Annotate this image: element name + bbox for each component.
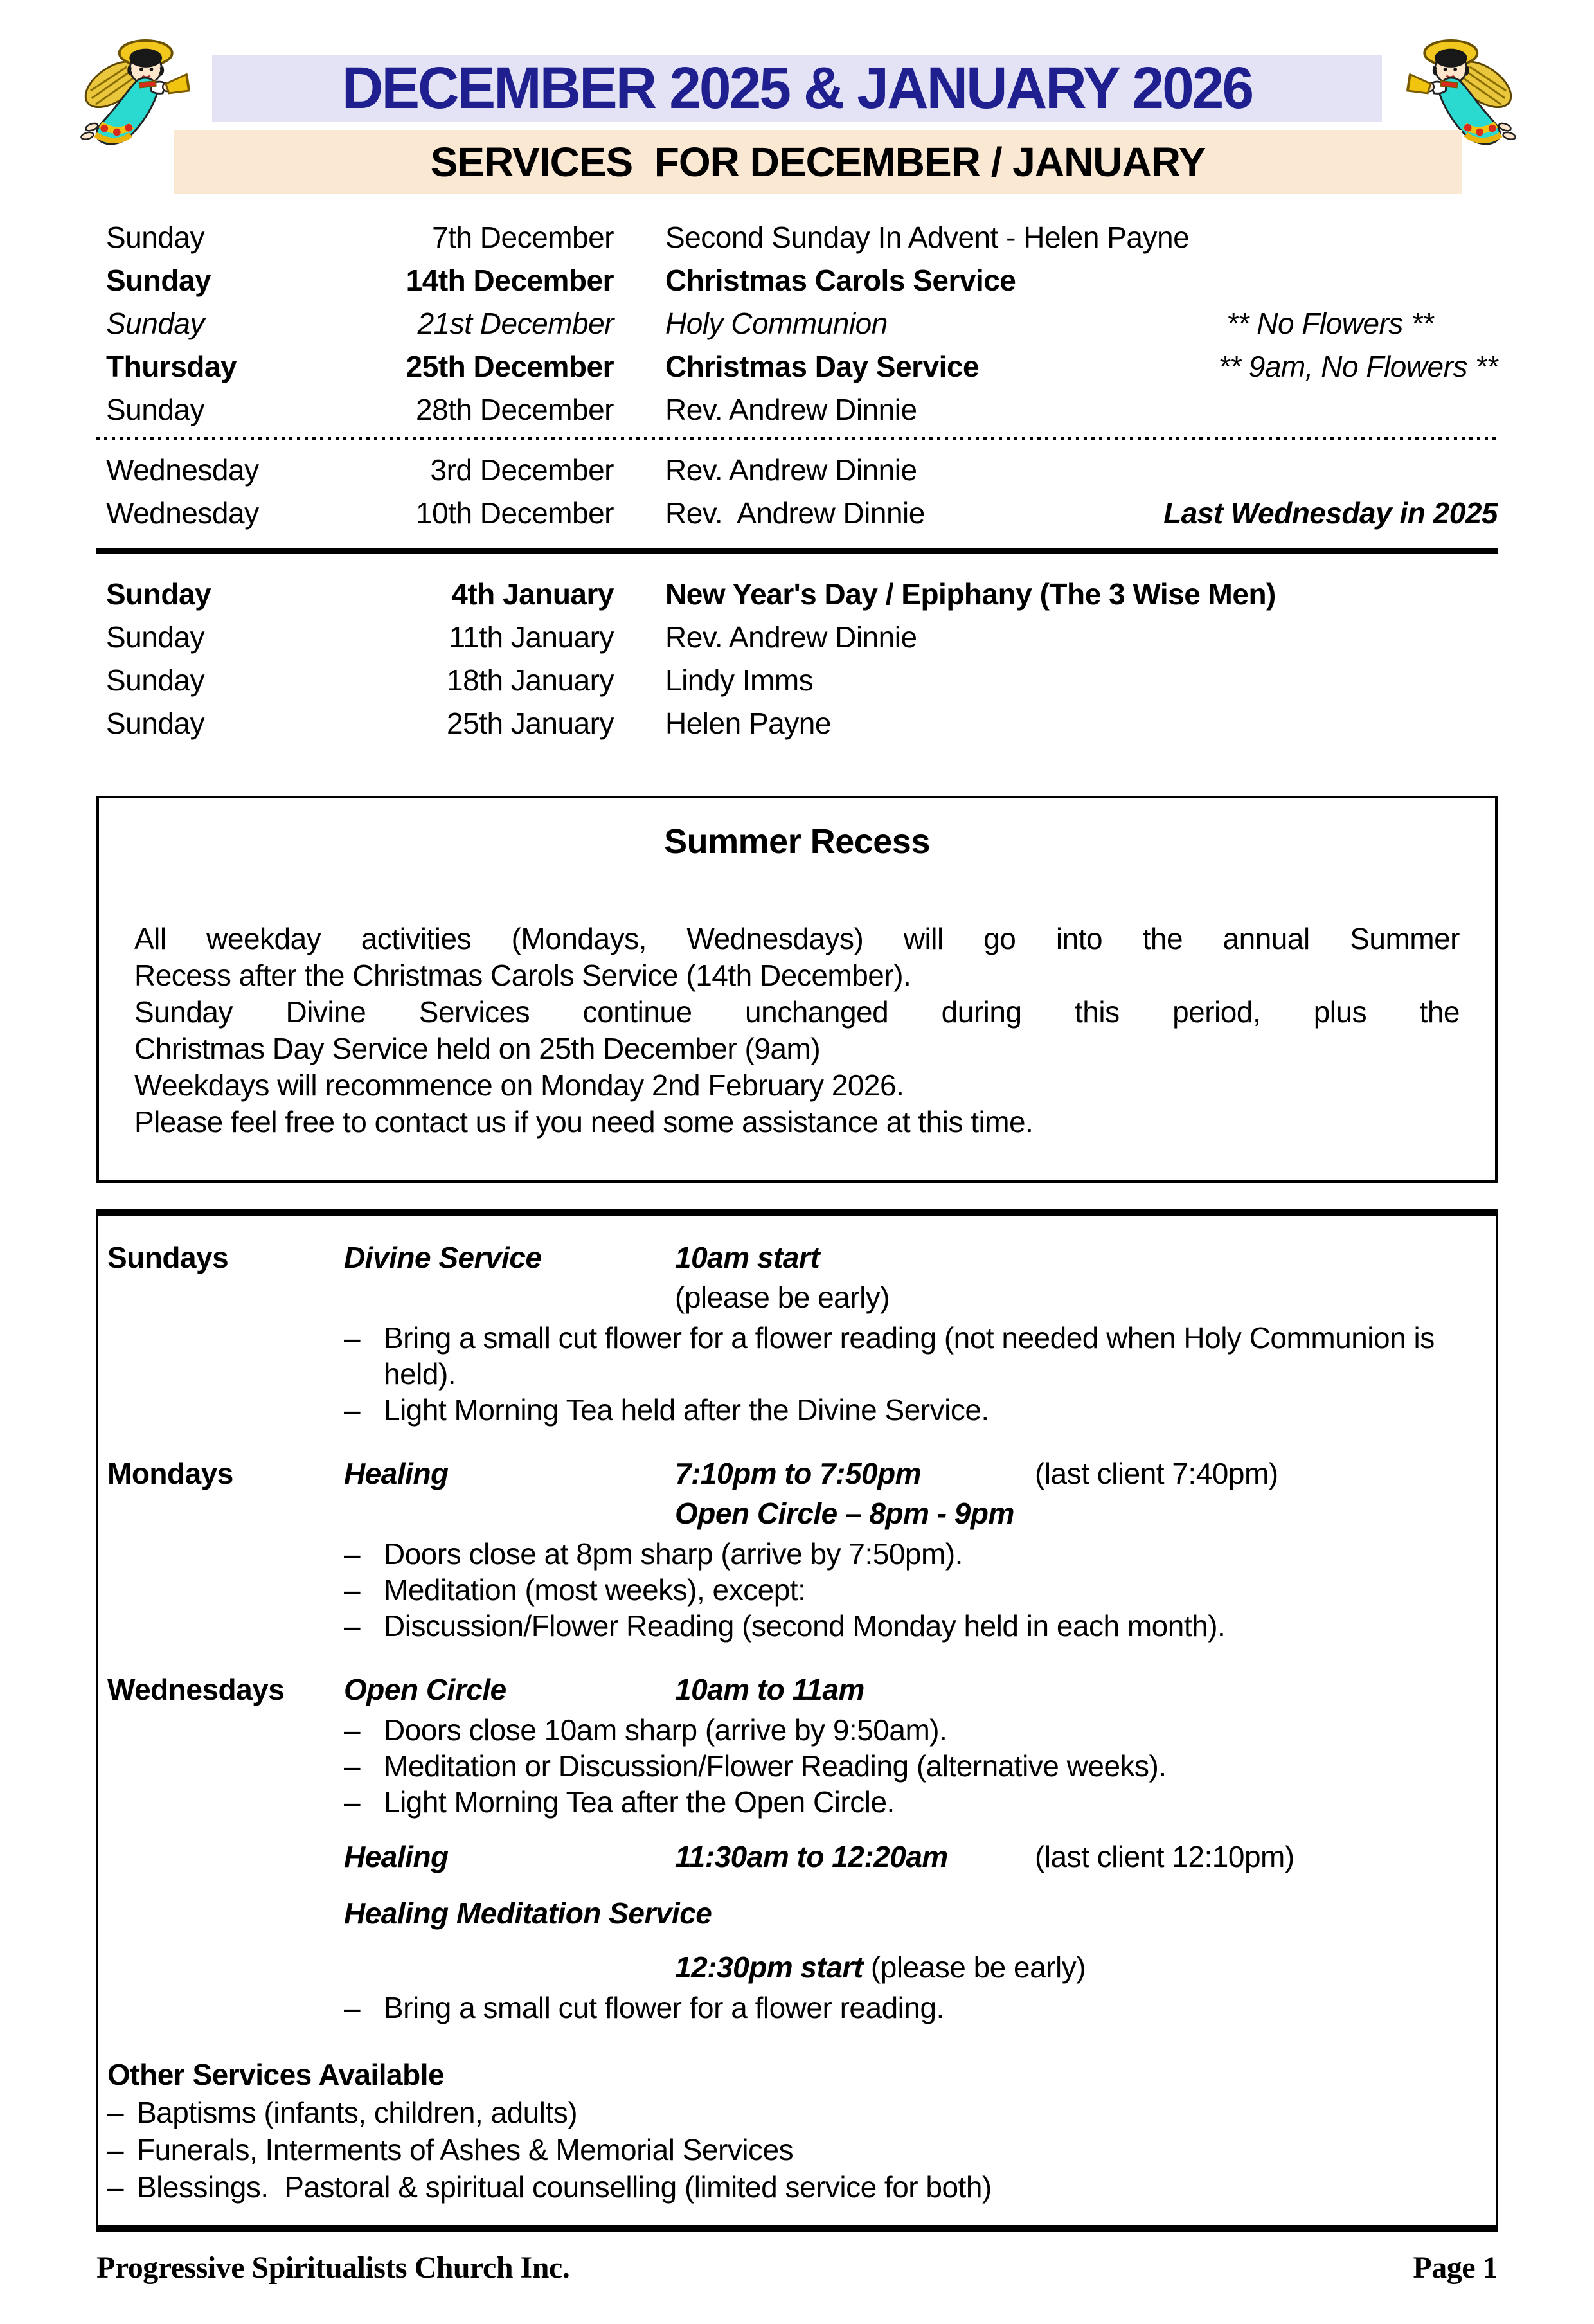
page-footer [96, 2250, 1498, 2285]
date-cell: 25th December [406, 349, 614, 383]
recess-line: Christmas Day Service held on 25th December (9am) [134, 1032, 821, 1065]
no-flowers-note: ** No Flowers ** [1226, 306, 1433, 340]
desc-cell: Rev. Andrew Dinnie [665, 453, 917, 487]
meditation-start-time: 12:30pm start [675, 1950, 863, 1984]
wednesday-healing-time: 11:30am to 12:20am [675, 1840, 948, 1873]
recess-line: Please feel free to contact us if you need some assistance at this time. [134, 1105, 1034, 1139]
title-banner [212, 55, 1382, 122]
list-item: – Light Morning Tea held after the Divine Service. [344, 1393, 989, 1427]
day-cell: Thursday [106, 349, 237, 383]
day-cell: Sunday [106, 306, 205, 340]
service-row [96, 388, 1498, 431]
list-item: – Light Morning Tea after the Open Circle. [344, 1785, 895, 1819]
summer-recess-title: Summer Recess [664, 822, 930, 861]
wednesdays-group [107, 1670, 1487, 2026]
mondays-time: 7:10pm to 7:50pm [675, 1457, 922, 1490]
service-row [96, 572, 1498, 615]
day-cell: Sunday [106, 706, 205, 740]
list-item: – Meditation or Discussion/Flower Reading (alternative weeks). [344, 1749, 1167, 1783]
wednesdays-label: Wednesdays [107, 1673, 285, 1706]
dash-glyph: – [344, 1321, 361, 1355]
dash-glyph: – [344, 1785, 361, 1819]
organisation-name: Progressive Spiritualists Church Inc. [96, 2251, 570, 2285]
list-item: – Bring a small cut flower for a flower reading (not needed when Holy Communion is held). [344, 1321, 1442, 1391]
date-cell: 3rd December [430, 453, 614, 487]
desc-cell: Rev. Andrew Dinnie [665, 496, 925, 530]
list-item: – Discussion/Flower Reading (second Monday held in each month). [344, 1609, 1226, 1643]
list-item: – Bring a small cut flower for a flower reading. [344, 1991, 944, 2024]
desc-cell: New Year's Day / Epiphany (The 3 Wise Men) [665, 577, 1276, 611]
other-services-section [107, 2055, 1487, 2206]
day-cell: Wednesday [106, 496, 259, 530]
desc-cell: Christmas Day Service [665, 349, 980, 383]
date-cell: 11th January [449, 620, 614, 654]
recess-line: Weekdays will recommence on Monday 2nd February 2026. [134, 1068, 904, 1102]
weekly-schedule-box [96, 1209, 1498, 2232]
mondays-label: Mondays [107, 1457, 233, 1490]
service-row [96, 215, 1498, 258]
page-subtitle: SERVICES FOR DECEMBER / JANUARY [430, 139, 1206, 185]
service-row [96, 258, 1498, 302]
desc-cell: Christmas Carols Service [665, 263, 1016, 297]
desc-cell: Lindy Imms [665, 663, 814, 697]
service-row [96, 701, 1498, 744]
service-row [96, 658, 1498, 701]
dash-glyph: – [344, 1713, 361, 1747]
healing-meditation-title: Healing Meditation Service [344, 1896, 712, 1930]
dash-glyph: – [344, 1749, 361, 1783]
date-cell: 28th December [416, 392, 614, 426]
page-number: Page 1 [1413, 2251, 1498, 2285]
list-item: – Meditation (most weeks), except: [344, 1573, 806, 1607]
summer-recess-box [96, 796, 1498, 1183]
dotted-divider [96, 437, 1498, 440]
dash-glyph: – [107, 2133, 124, 2166]
day-cell: Sunday [106, 620, 205, 654]
mondays-open-circle: Open Circle – 8pm - 9pm [675, 1497, 1014, 1530]
dash-glyph: – [344, 1991, 361, 2024]
list-item: – Doors close 10am sharp (arrive by 9:50am). [344, 1713, 947, 1747]
day-cell: Wednesday [106, 453, 259, 487]
date-cell: 14th December [406, 263, 614, 297]
mondays-service-name: Healing [344, 1457, 449, 1490]
day-cell: Sunday [106, 577, 211, 611]
list-item: – Baptisms (infants, children, adults) [107, 2094, 1487, 2131]
dash-glyph: – [344, 1537, 361, 1571]
date-cell: 25th January [447, 706, 614, 740]
service-row [96, 302, 1498, 345]
dash-glyph: – [344, 1573, 361, 1607]
solid-divider [96, 548, 1498, 554]
desc-cell: Second Sunday In Advent - Helen Payne [665, 220, 1190, 254]
list-item: – Blessings. Pastoral & spiritual counselling (limited service for both) [107, 2168, 1487, 2206]
service-row [96, 448, 1498, 491]
day-cell: Sunday [106, 263, 211, 297]
page-title: DECEMBER 2025 & JANUARY 2026 [341, 55, 1253, 121]
angel-icon-left [59, 33, 191, 148]
last-wednesday-note: Last Wednesday in 2025 [1163, 496, 1498, 530]
dash-glyph: – [344, 1393, 361, 1427]
other-services-title: Other Services Available [107, 2058, 445, 2091]
mondays-group [107, 1454, 1487, 1644]
date-cell: 4th January [451, 577, 614, 611]
sundays-group [107, 1238, 1487, 1428]
desc-cell: Helen Payne [665, 706, 831, 740]
sundays-service-name: Divine Service [344, 1241, 542, 1274]
day-cell: Sunday [106, 220, 205, 254]
day-cell: Sunday [106, 392, 205, 426]
desc-cell: Holy Communion [665, 306, 888, 340]
list-item: – Funerals, Interments of Ashes & Memorial Services [107, 2131, 1487, 2168]
time-flowers-note: ** 9am, No Flowers ** [1218, 349, 1498, 383]
date-cell: 21st December [417, 306, 614, 340]
date-cell: 7th December [432, 220, 614, 254]
sundays-note: (please be early) [675, 1281, 890, 1314]
list-item: – Doors close at 8pm sharp (arrive by 7:50pm). [344, 1537, 963, 1571]
date-cell: 10th December [416, 496, 614, 530]
recess-line: All weekday activities (Mondays, Wednesdays) will go into the annual Summer [134, 922, 1460, 955]
dash-glyph: – [107, 2096, 124, 2129]
sundays-label: Sundays [107, 1241, 229, 1274]
wednesdays-time: 10am to 11am [675, 1673, 864, 1706]
services-table [96, 215, 1498, 744]
service-row [96, 345, 1498, 388]
service-row [96, 615, 1498, 658]
mondays-note: (last client 7:40pm) [1035, 1457, 1278, 1490]
sundays-time: 10am start [675, 1241, 820, 1274]
dash-glyph: – [107, 2170, 124, 2204]
summer-recess-body [134, 921, 1460, 1140]
dash-glyph: – [344, 1609, 361, 1643]
recess-line: Recess after the Christmas Carols Service (14th December). [134, 959, 911, 992]
recess-line: Sunday Divine Services continue unchanged during this period, plus the [134, 995, 1460, 1029]
page-header [0, 0, 1594, 196]
wednesday-healing-note: (last client 12:10pm) [1035, 1840, 1294, 1873]
day-cell: Sunday [106, 663, 205, 697]
date-cell: 18th January [447, 663, 614, 697]
desc-cell: Rev. Andrew Dinnie [665, 620, 917, 654]
wednesdays-service-name: Open Circle [344, 1673, 506, 1706]
subtitle-banner [174, 130, 1462, 194]
service-row [96, 491, 1498, 534]
meditation-note: (please be early) [870, 1950, 1086, 1984]
desc-cell: Rev. Andrew Dinnie [665, 392, 917, 426]
page-content [96, 215, 1498, 2232]
wednesday-healing-name: Healing [344, 1840, 449, 1873]
